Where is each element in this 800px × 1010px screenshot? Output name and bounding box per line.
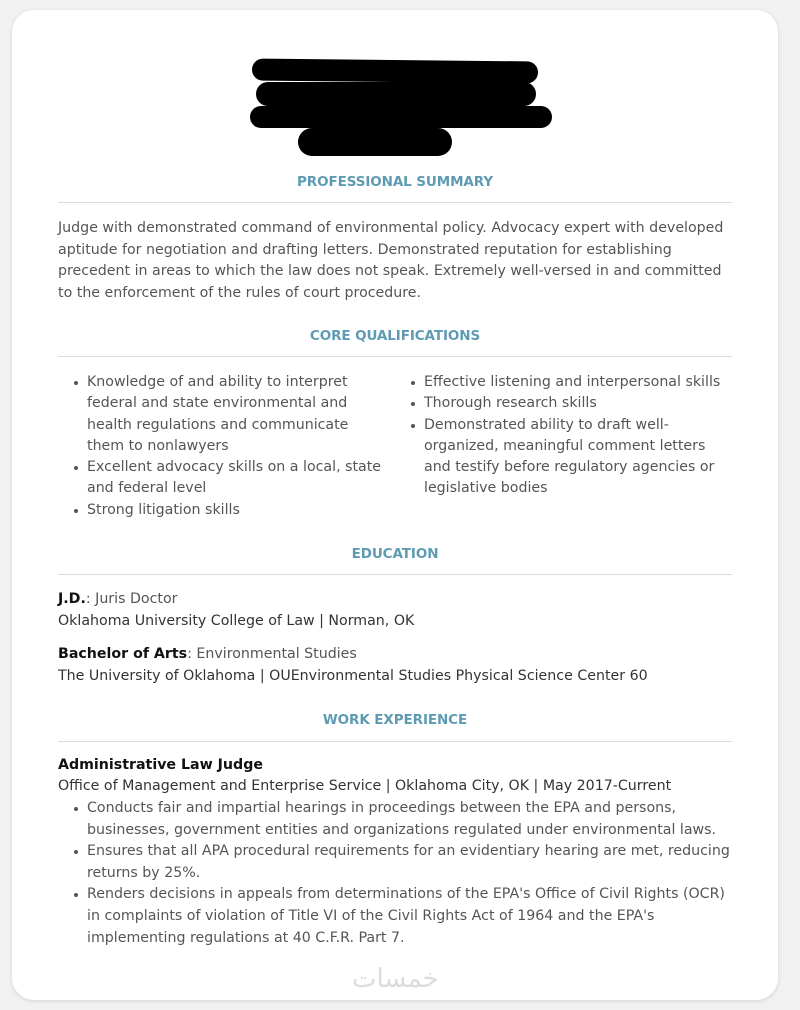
experience-divider [58, 741, 732, 742]
experience-heading: WORK EXPERIENCE [322, 712, 468, 728]
redacted-name-mark [252, 59, 538, 84]
job-meta: Office of Management and Enterprise Service | Oklahoma City, OK | May 2017-Current [58, 778, 672, 794]
degree-name: Bachelor of Arts [58, 646, 188, 662]
education-school-2: The University of Oklahoma | OUEnvironmental Studies Physical Science Center 60 [58, 668, 648, 684]
list-item: Renders decisions in appeals from determinations of the EPA's Office of Civil Rights (OCR) in complaints of violation of Title VI of the Civil Rights Act of 1964 and the EPA's implementing regulations at 40 C.F.R. Part 7. [59, 884, 739, 949]
qualifications-left-list [59, 372, 389, 521]
degree-name: J.D. [58, 591, 86, 607]
qualifications-right-list [396, 372, 736, 500]
qualifications-heading: CORE QUALIFICATIONS [309, 328, 481, 344]
list-item: Ensures that all APA procedural requirements for an evidentiary hearing are met, reducing returns by 25%. [59, 841, 739, 884]
summary-divider [58, 202, 732, 203]
education-degree-2 [58, 644, 748, 665]
list-item: Demonstrated ability to draft well-organized, meaningful comment letters and testify before regulatory agencies or legislative bodies [396, 415, 736, 500]
education-heading: EDUCATION [351, 546, 439, 562]
list-item: Thorough research skills [396, 393, 736, 414]
summary-heading: PROFESSIONAL SUMMARY [296, 174, 494, 190]
education-divider [58, 574, 732, 575]
education-school-1: Oklahoma University College of Law | Norman, OK [58, 613, 415, 629]
list-item: Conducts fair and impartial hearings in proceedings between the EPA and persons, businesses, government entities and organizations regulated under environmental laws. [59, 798, 739, 841]
redacted-address-mark [250, 106, 552, 128]
job-title: Administrative Law Judge [58, 757, 263, 773]
summary-text: Judge with demonstrated command of environmental policy. Advocacy expert with developed aptitude for negotiation and drafting letters. Demonstrated reputation for establishing precedent in areas to which the law does not speak. Extremely well-versed in and committed to the enforcement of the rules of court procedure. [58, 220, 724, 301]
list-item: Strong litigation skills [59, 500, 389, 521]
watermark: خمسات [352, 964, 439, 994]
list-item: Knowledge of and ability to interpret federal and state environmental and health regulations and communicate them to nonlawyers [59, 372, 389, 457]
list-item: Excellent advocacy skills on a local, state and federal level [59, 457, 389, 500]
degree-field: : Juris Doctor [85, 591, 178, 607]
qualifications-divider [58, 356, 732, 357]
redacted-contact-mark [256, 82, 536, 106]
redacted-email-mark [298, 128, 452, 156]
job-bullets [59, 798, 739, 949]
resume-card [12, 10, 778, 1000]
degree-field: : Environmental Studies [187, 646, 357, 662]
education-degree-1 [58, 589, 748, 610]
list-item: Effective listening and interpersonal skills [396, 372, 736, 393]
